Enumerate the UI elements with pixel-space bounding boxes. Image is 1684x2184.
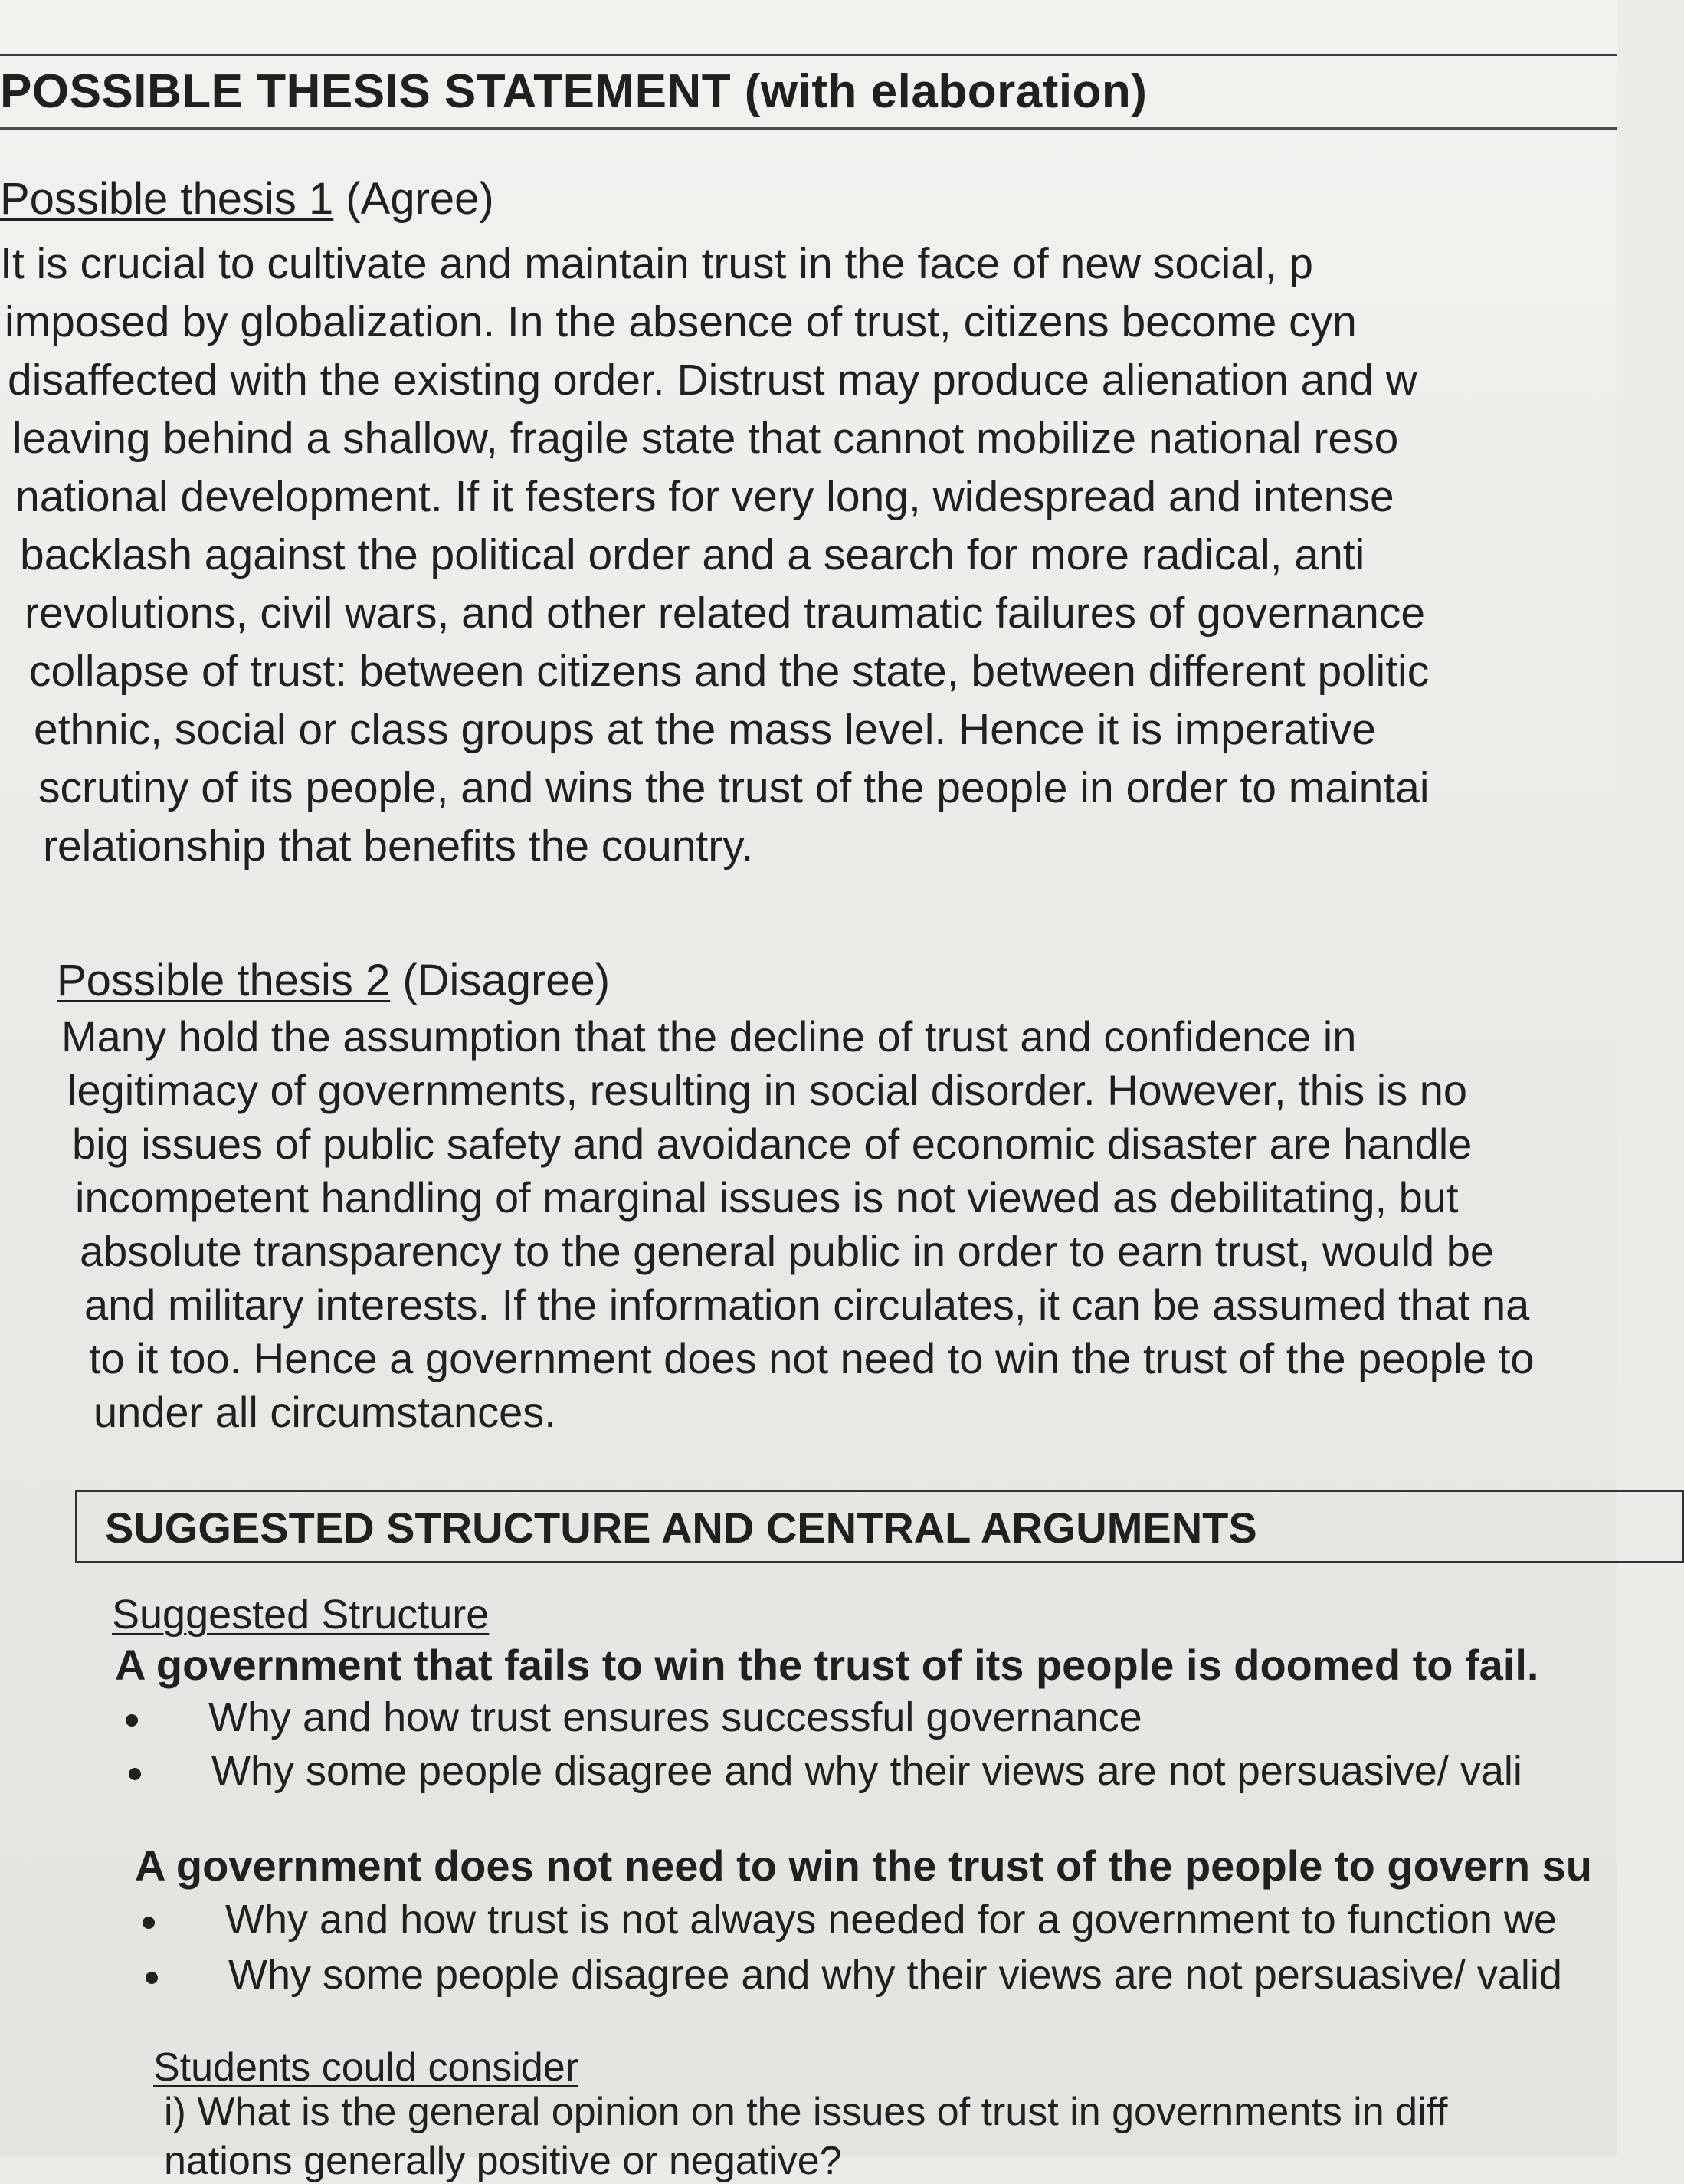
thesis2-line: legitimacy of governments, resulting in social disorder. However, this is no — [67, 1066, 1468, 1114]
structure-claim-2: A government does not need to win the trust of the people to govern su — [135, 1841, 1593, 1890]
thesis1-stance: (Agree) — [333, 174, 494, 224]
page-heading: POSSIBLE THESIS STATEMENT (with elaboration) — [0, 65, 1148, 118]
consider-heading — [153, 2045, 578, 2091]
thesis1-line: scrutiny of its people, and wins the trust of the people in order to maintai — [38, 763, 1430, 812]
structure-claim-1: A government that fails to win the trust of its people is doomed to fail. — [115, 1641, 1539, 1689]
bullet-dot — [143, 1917, 155, 1929]
thesis2-line: to it too. Hence a government does not need to win the trust of the people to — [89, 1334, 1535, 1382]
claim1-bullet — [126, 1694, 1142, 1741]
thesis2-line: absolute transparency to the general public in order to earn trust, would be — [80, 1227, 1495, 1275]
structure-title: Suggested Structure — [112, 1592, 490, 1638]
thesis1-line: disaffected with the existing order. Distrust may produce alienation and w — [8, 356, 1417, 405]
thesis2-line: Many hold the assumption that the decline of trust and confidence in — [61, 1012, 1357, 1061]
thesis2-line: under all circumstances. — [93, 1388, 556, 1436]
claim2-bullet-text: Why and how trust is not always needed for a government to function we — [225, 1897, 1557, 1943]
bullet-dot — [126, 1714, 138, 1727]
consider-title: Students could consider — [153, 2045, 579, 2090]
claim2-bullet — [143, 1896, 1557, 1943]
thesis1-line: imposed by globalization. In the absence of trust, citizens become cyn — [5, 297, 1357, 346]
section-box — [75, 1490, 1684, 1563]
thesis2-heading — [57, 955, 610, 1006]
consider-line: i) What is the general opinion on the issues of trust in governments in diff — [164, 2090, 1448, 2134]
thesis2-title: Possible thesis 2 — [57, 956, 391, 1005]
heading-rule — [0, 127, 1617, 130]
thesis1-line: backlash against the political order and a search for more radical, anti — [20, 530, 1365, 579]
thesis2-line: big issues of public safety and avoidance of economic disaster are handle — [72, 1120, 1473, 1168]
thesis1-line: revolutions, civil wars, and other related traumatic failures of governance — [25, 589, 1426, 638]
thesis1-heading — [0, 173, 494, 225]
section-box-title: SUGGESTED STRUCTURE AND CENTRAL ARGUMENTS — [105, 1504, 1257, 1552]
claim2-bullet-text: Why some people disagree and why their views are not persuasive/ valid — [228, 1952, 1562, 1998]
bullet-dot — [129, 1768, 141, 1780]
claim1-bullet-text: Why some people disagree and why their views are not persuasive/ vali — [211, 1748, 1522, 1794]
claim1-bullet — [129, 1747, 1522, 1795]
bullet-dot — [146, 1972, 158, 1984]
thesis1-line: It is crucial to cultivate and maintain trust in the face of new social, p — [0, 239, 1314, 288]
consider-line: nations generally positive or negative? — [164, 2139, 842, 2183]
claim2-bullet — [146, 1951, 1562, 1999]
thesis2-line: incompetent handling of marginal issues is not viewed as debilitating, but — [75, 1173, 1459, 1222]
claim1-bullet-text: Why and how trust ensures successful governance — [208, 1694, 1142, 1740]
thesis2-paragraph — [61, 1010, 1535, 1439]
thesis2-line: and military interests. If the information circulates, it can be assumed that na — [84, 1281, 1530, 1329]
thesis1-paragraph — [0, 234, 1430, 875]
thesis1-line: national development. If it festers for very long, widespread and intense — [15, 472, 1394, 521]
structure-heading — [112, 1591, 489, 1638]
thesis1-line: relationship that benefits the country. — [43, 821, 754, 871]
thesis2-stance: (Disagree) — [390, 956, 611, 1005]
thesis1-line: ethnic, social or class groups at the mass level. Hence it is imperative — [34, 705, 1376, 754]
top-rule — [0, 54, 1617, 56]
thesis1-line: collapse of trust: between citizens and the state, between different politic — [29, 647, 1430, 696]
thesis1-line: leaving behind a shallow, fragile state that cannot mobilize national reso — [12, 414, 1399, 463]
thesis1-title: Possible thesis 1 — [0, 174, 334, 224]
